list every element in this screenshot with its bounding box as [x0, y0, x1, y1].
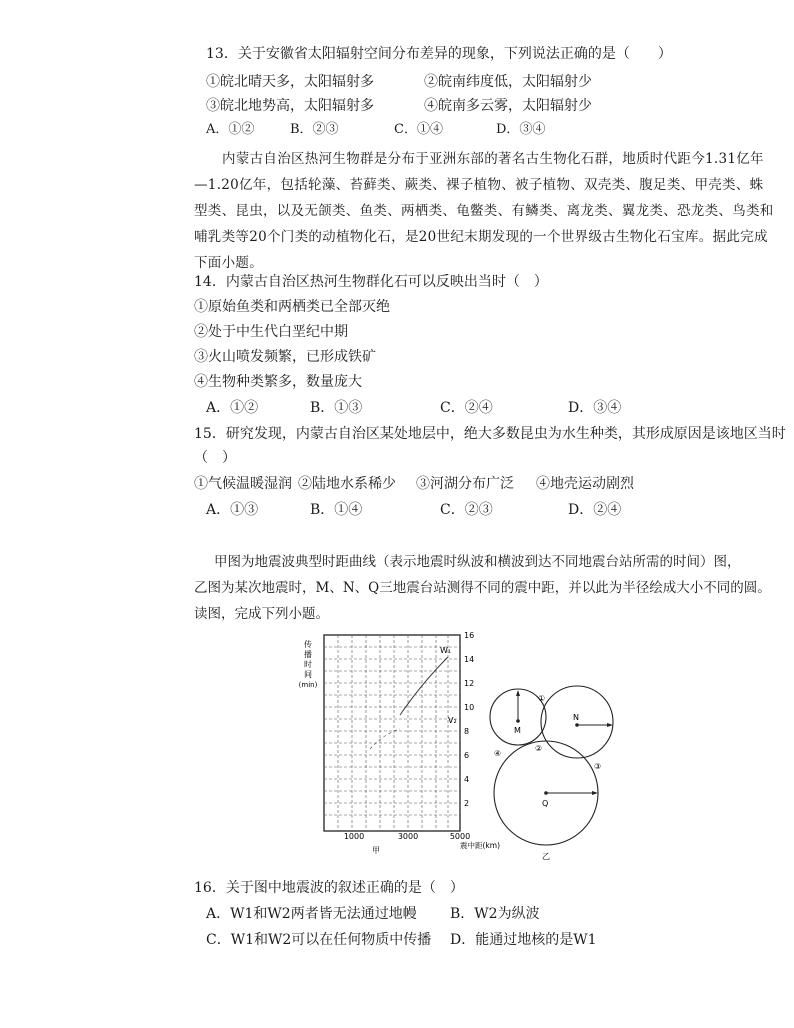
station-m-label: M: [514, 726, 521, 735]
q15-item-1: ①气候温暖湿润: [194, 476, 292, 492]
x-tick-3000: 3000: [397, 832, 419, 841]
ylabel-char-1: 传: [304, 640, 312, 649]
q15-option-a: A．①③: [206, 502, 259, 518]
seismic-figure: [290, 625, 630, 865]
q13-option-d: D．③④: [496, 122, 546, 137]
arrow-head-q: [592, 791, 598, 795]
q13-stem: 13．关于安徽省太阳辐射空间分布差异的现象，下列说法正确的是（ ）: [206, 46, 672, 62]
q14-item-4: ④生物种类繁多，数量庞大: [194, 374, 362, 390]
station-n-label: N: [573, 713, 579, 722]
q16-option-d: D．能通过地核的是W1: [450, 932, 597, 948]
curve-w1: [400, 657, 448, 715]
q15-option-d: D．②④: [568, 502, 622, 518]
q14-option-a: A．①②: [206, 400, 259, 416]
q14-option-d: D．③④: [568, 400, 622, 416]
y-tick-4: 4: [464, 775, 470, 784]
q13-item-1: ①皖北晴天多，太阳辐射多: [206, 74, 374, 90]
q14-stem: 14．内蒙古自治区热河生物群化石可以反映出当时（ ）: [194, 274, 548, 290]
q13-item-2: ②皖南纬度低，太阳辐射少: [424, 74, 592, 90]
x-tick-5000: 5000: [449, 832, 471, 841]
station-q-dot: [544, 791, 548, 795]
y-tick-14: 14: [464, 655, 475, 664]
y-tick-2: 2: [464, 799, 470, 808]
intersection-mark-2: ②: [535, 744, 543, 753]
y-tick-10: 10: [464, 703, 475, 712]
q14-option-b: B．①③: [310, 400, 363, 416]
arrow-head-n: [607, 723, 613, 727]
passage-seismic-line-1: 甲图为地震波典型时距曲线（表示地震时纵波和横波到达不同地震台站所需的时间）图，: [214, 554, 741, 570]
ylabel-char-4: 间: [304, 670, 312, 679]
q14-option-c: C．②④: [440, 400, 493, 416]
q14-item-3: ③火山喷发频繁，已形成铁矿: [194, 349, 376, 365]
q13-item-3: ③皖北地势高，太阳辐射多: [206, 98, 374, 114]
q13-item-4: ④皖南多云雾，太阳辐射少: [424, 98, 592, 114]
y-tick-8: 8: [464, 727, 470, 736]
q15-stem: 15．研究发现，内蒙古自治区某处地层中，绝大多数昆虫为水生种类，其形成原因是该地区当时: [194, 426, 786, 442]
caption-yi: 乙: [542, 852, 550, 861]
x-tick-1000: 1000: [343, 832, 365, 841]
q15-item-2: ②陆地水系稀少: [298, 476, 396, 492]
ylabel-char-2: 播: [304, 650, 312, 659]
q13-option-a: A．①②: [206, 122, 255, 137]
q15-stem-paren: （ ）: [194, 450, 236, 466]
caption-jia: 甲: [372, 846, 380, 855]
station-m-dot: [516, 719, 520, 723]
q14-item-2: ②处于中生代白垩纪中期: [194, 324, 348, 340]
y-tick-16: 16: [464, 631, 475, 640]
intersection-mark-4: ④: [494, 749, 502, 758]
station-q-label: Q: [542, 799, 549, 808]
q13-option-c: C．①④: [394, 122, 443, 137]
ylabel-char-3: 时: [304, 660, 312, 669]
chart-frame: [324, 635, 460, 831]
arrow-head-m: [516, 690, 520, 696]
q14-item-1: ①原始鱼类和两栖类已全部灭绝: [194, 299, 390, 315]
passage-rehe-biota: 内蒙古自治区热河生物群是分布于亚洲东部的著名古生物化石群，地质时代距今1.31亿年—1.20亿年，包括轮藻、苔藓类、蕨类、裸子植物、被子植物、双壳类、腹足类、甲壳类、蛛型类、昆虫，以及无颌类、鱼类、两栖类、龟鳖类、有鳞类、离龙类、翼龙类、恐龙类、鸟类和哺乳类等20个门类的动植物化石，是20世纪末期发现的一个世界级古生物化石宝库。据此完成下面小题。: [194, 151, 774, 271]
q16-option-a: A．W1和W2两者皆无法通过地幔: [206, 906, 417, 922]
curve-w2-label: V₂: [448, 716, 457, 725]
q13-option-b: B．②③: [290, 122, 339, 137]
q15-item-4: ④地壳运动剧烈: [536, 476, 634, 492]
q15-option-b: B．①④: [310, 502, 363, 518]
q15-item-3: ③河湖分布广泛: [416, 476, 514, 492]
curve-w1-label: W₁: [440, 646, 452, 655]
intersection-mark-1: ①: [538, 694, 546, 703]
y-tick-6: 6: [464, 751, 470, 760]
passage-seismic-line-2: 乙图为某次地震时，M、N、Q三地震台站测得不同的震中距，并以此为半径绘成大小不同的圆。: [194, 580, 771, 596]
curve-w2: [370, 729, 400, 749]
ylabel-unit: (min): [298, 681, 318, 689]
q16-stem: 16．关于图中地震波的叙述正确的是（ ）: [194, 880, 464, 896]
passage-seismic-line-3: 读图，完成下列小题。: [194, 606, 329, 622]
y-tick-12: 12: [464, 679, 475, 688]
q16-option-b: B．W2为纵波: [450, 906, 540, 922]
intersection-mark-3: ③: [594, 762, 602, 771]
q16-option-c: C．W1和W2可以在任何物质中传播: [206, 932, 432, 948]
x-axis-label: 震中距(km): [460, 841, 501, 850]
circle-n: [541, 686, 613, 758]
station-n-dot: [575, 723, 579, 727]
q15-option-c: C．②③: [440, 502, 493, 518]
